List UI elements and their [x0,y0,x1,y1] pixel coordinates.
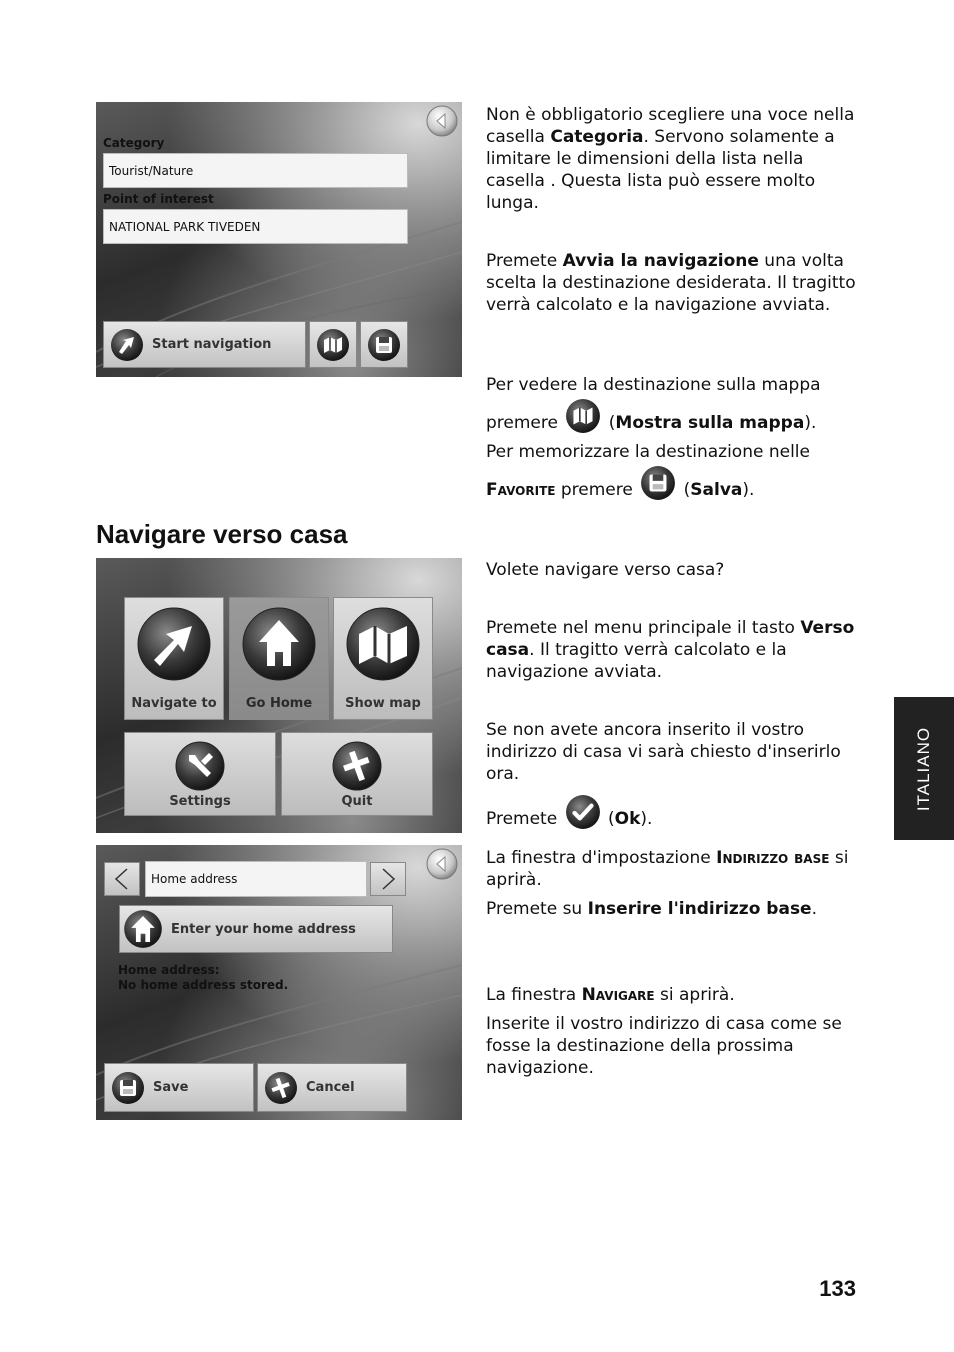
text-run: Premete nel menu principale il tasto [486,618,801,638]
bold-term: Verso casa [486,618,855,660]
bold-term: Categoria [550,127,644,147]
map-icon [345,606,421,682]
status-line: No home address stored. [118,978,289,992]
status-line: Home address: [118,963,220,977]
map-icon [565,398,601,434]
text-run: . Il tragitto verrà calcolato e la navigazione avviata. [486,640,787,682]
text-run: La finestra [486,985,582,1005]
bold-term: Salva [690,480,743,500]
checkmark-icon [565,794,601,830]
text-run: ( [602,809,615,829]
page-number: 133 [819,1276,856,1301]
paragraph-insert-home-address: Inserite il vostro indirizzo di casa come se fosse la destinazione della prossima navigazione. [486,1014,842,1078]
cancel-label: Cancel [306,1080,355,1095]
text-run: ). [742,480,755,500]
paragraph-navigate-window [486,984,858,1006]
next-arrow-button[interactable] [370,862,406,896]
floppy-disk-icon [367,328,401,362]
text-run: La finestra d'impostazione [486,848,717,868]
tile-label: Navigate to [131,696,217,711]
paragraph-category [486,104,858,214]
small-caps-term: Navigare [581,985,655,1005]
text-run: Premete su [486,899,588,919]
floppy-disk-icon [640,465,676,501]
home-address-status [118,963,288,993]
map-icon [316,328,350,362]
home-address-screenshot [96,845,462,1120]
language-side-tab [894,697,954,840]
poi-field[interactable]: NATIONAL PARK TIVEDEN [103,209,408,244]
back-arrow-icon[interactable] [426,848,458,880]
tile-navigate-to[interactable] [124,597,224,720]
text-run: ). [640,809,653,829]
text-run: si aprirà. [486,848,849,890]
tile-label: Quit [341,794,373,809]
paragraph-press-ok [486,794,858,830]
tile-label: Show map [345,696,421,711]
house-icon [123,909,163,949]
tile-quit[interactable] [281,732,433,816]
text-run: una volta scelta la destinazione desiderata. Il tragitto verrà calcolato e la navigazione avviata. [486,251,856,315]
small-caps-term: Favorite [486,480,556,500]
bold-term: Ok [614,809,641,829]
language-label: ITALIANO [914,726,933,812]
home-address-title-field: Home address [145,861,367,897]
bold-term: Avvia la navigazione [562,251,759,271]
section-heading: Navigare verso casa [96,519,348,549]
text-run: premere [486,413,564,433]
start-navigation-label: Start navigation [152,337,272,352]
text-run: ). [804,413,817,433]
bold-term: Inserire l'indirizzo base [587,899,812,919]
tile-show-map[interactable] [333,597,433,720]
text-run: Premete [486,809,563,829]
paragraph-home-address-window [486,847,858,891]
tile-settings[interactable] [124,732,276,816]
text-run: si aprirà. [654,985,735,1005]
paragraph-show-map-line2 [486,398,858,434]
text-run: . [811,899,817,919]
text-run: Premete [486,251,563,271]
enter-home-address-label: Enter your home address [171,921,356,937]
text-run: . Servono solamente a limitare le dimensioni della lista nella casella . Questa lista può essere molto lunga. [486,127,835,213]
main-menu-screenshot [96,558,462,833]
save-label: Save [153,1080,189,1095]
tile-label: Settings [169,794,231,809]
tile-go-home[interactable] [229,597,329,720]
left-arrow-icon [113,867,131,891]
text-run: ( [678,480,691,500]
cancel-button[interactable] [257,1063,407,1112]
bold-term: Mostra sulla mappa [615,413,805,433]
paragraph-go-home [486,617,858,683]
paragraph-navigate-home-question: Volete navigare verso casa? [486,560,725,580]
cross-icon [264,1071,298,1105]
poi-label: Point of interest [103,192,214,206]
paragraph-no-home-address: Se non avete ancora inserito il vostro indirizzo di casa vi sarà chiesto d'inserirlo ora. [486,720,841,784]
text-run: premere [555,480,639,500]
navigation-arrow-icon [136,606,212,682]
paragraph-start-navigation [486,250,858,316]
enter-home-address-button[interactable] [119,905,393,953]
previous-arrow-button[interactable] [104,862,140,896]
cross-icon [332,741,382,791]
category-label: Category [103,136,165,150]
category-field[interactable]: Tourist/Nature [103,153,408,188]
back-arrow-icon[interactable] [426,105,458,137]
wrench-icon [175,741,225,791]
save-favorite-button[interactable] [360,321,408,368]
paragraph-save-line1: Per memorizzare la destinazione nelle [486,442,810,462]
poi-screenshot [96,102,462,377]
save-button[interactable] [104,1063,254,1112]
paragraph-enter-home-address [486,898,858,920]
start-navigation-button[interactable] [103,321,306,368]
text-run: ( [603,413,616,433]
small-caps-term: Indirizzo base [716,848,830,868]
house-icon [241,606,317,682]
paragraph-show-map-line1: Per vedere la destinazione sulla mappa [486,375,821,395]
right-arrow-icon [379,867,397,891]
text-run: Non è obbligatorio scegliere una voce nella casella [486,105,855,147]
show-on-map-button[interactable] [309,321,357,368]
paragraph-save-line2 [486,465,858,501]
navigation-arrow-icon [110,328,144,362]
tile-label: Go Home [245,696,313,711]
floppy-disk-icon [111,1071,145,1105]
